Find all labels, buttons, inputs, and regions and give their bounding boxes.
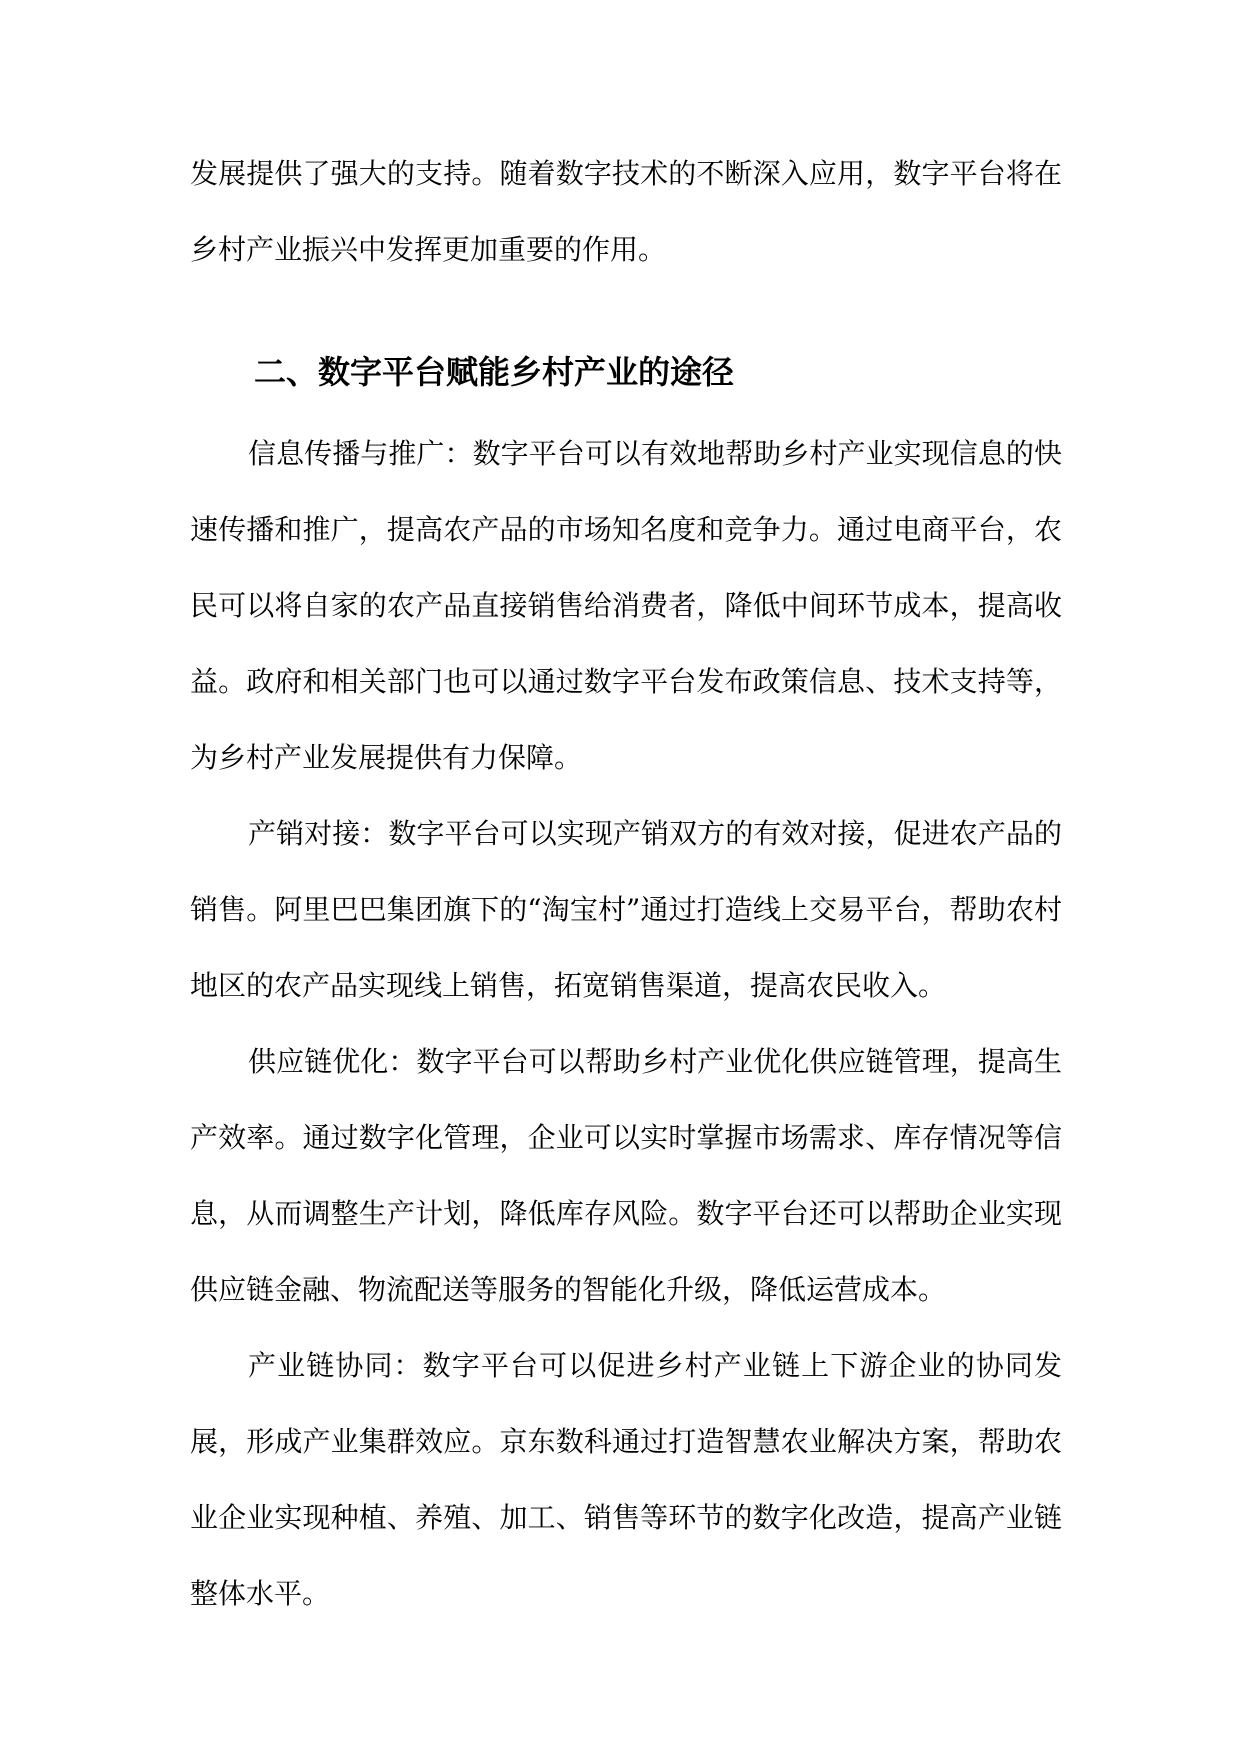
paragraph-information-promotion: 信息传播与推广：数字平台可以有效地帮助乡村产业实现信息的快速传播和推广，提高农产品的市场知名度和竞争力。通过电商平台，农民可以将自家的农产品直接销售给消费者，降低中间环节成本，提高收益。政府和相关部门也可以通过数字平台发布政策信息、技术支持等，为乡村产业发展提供有力保障。	[190, 437, 1062, 774]
intro-paragraph: 发展提供了强大的支持。随着数字技术的不断深入应用，数字平台将在乡村产业振兴中发挥更加重要的作用。	[190, 157, 1062, 266]
paragraph-production-sales: 产销对接：数字平台可以实现产销双方的有效对接，促进农产品的销售。阿里巴巴集团旗下的“淘宝村”通过打造线上交易平台，帮助农村地区的农产品实现线上销售，拓宽销售渠道，提高农民收入。	[190, 817, 1062, 1002]
section-heading: 二、数字平台赋能乡村产业的途径	[254, 353, 735, 391]
paragraph-industry-chain: 产业链协同：数字平台可以促进乡村产业链上下游企业的协同发展，形成产业集群效应。京东数科通过打造智慧农业解决方案，帮助农业企业实现种植、养殖、加工、销售等环节的数字化改造，提高产业链整体水平。	[190, 1349, 1062, 1610]
paragraph-supply-chain: 供应链优化：数字平台可以帮助乡村产业优化供应链管理，提高生产效率。通过数字化管理，企业可以实时掌握市场需求、库存情况等信息，从而调整生产计划，降低库存风险。数字平台还可以帮助企业实现供应链金融、物流配送等服务的智能化升级，降低运营成本。	[190, 1045, 1062, 1306]
document-body	[190, 136, 1062, 1632]
